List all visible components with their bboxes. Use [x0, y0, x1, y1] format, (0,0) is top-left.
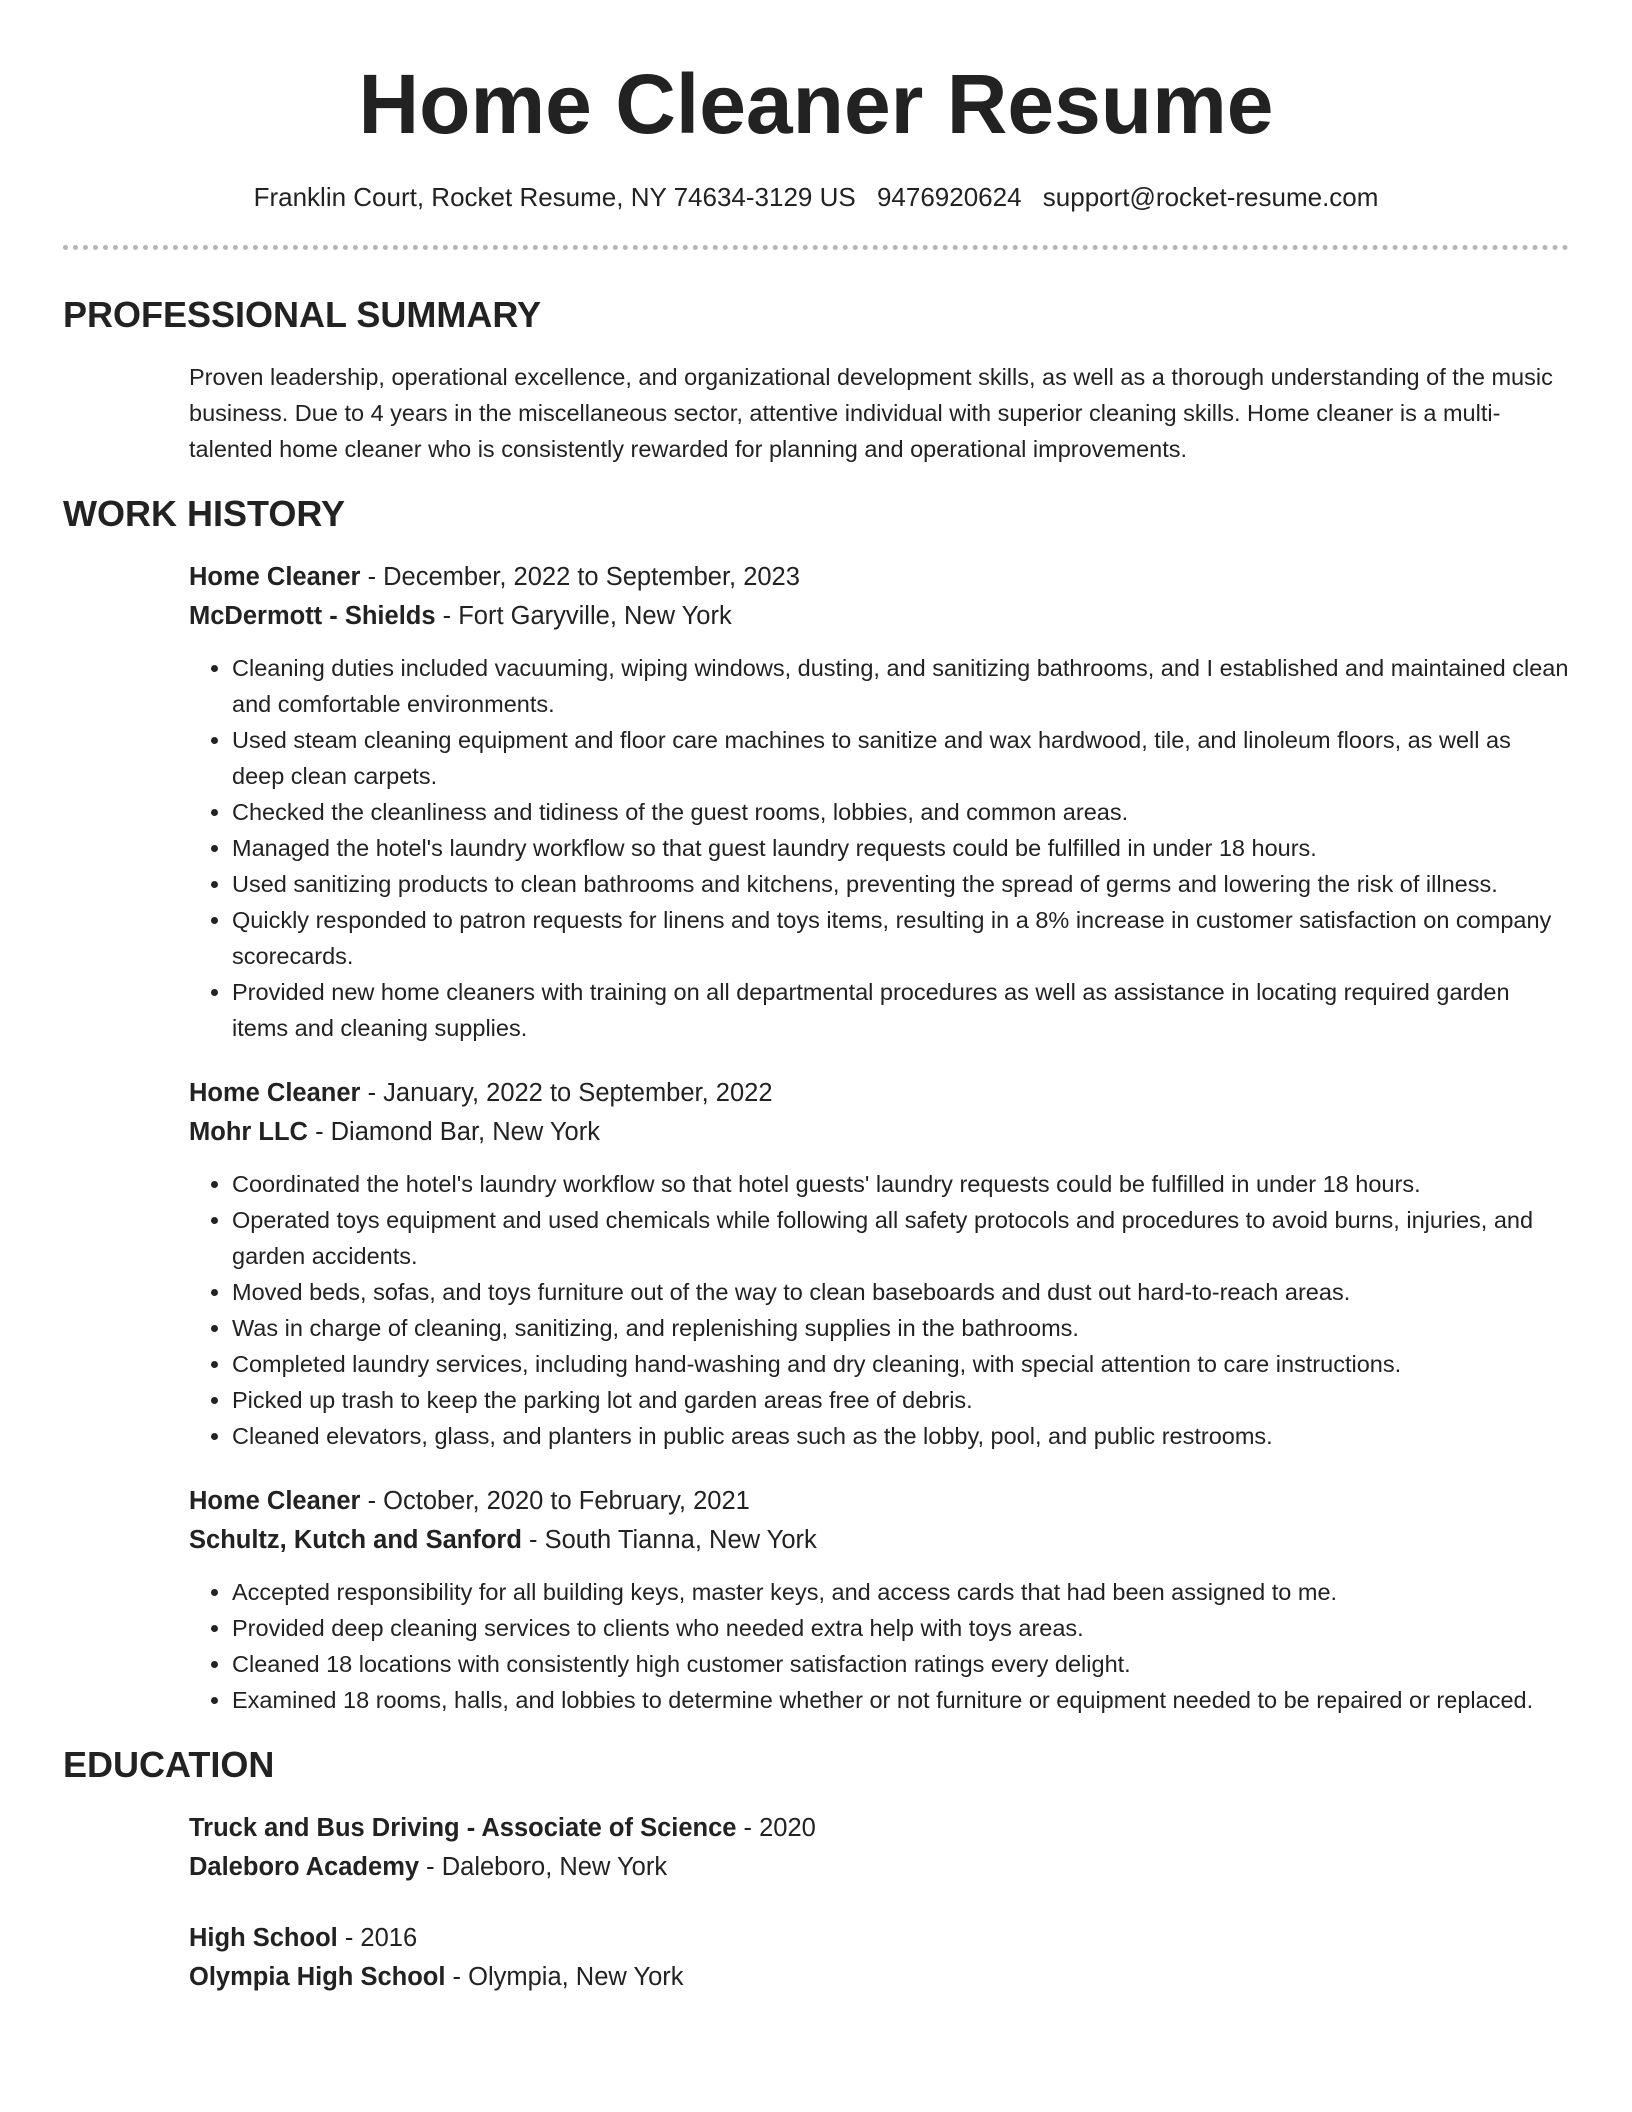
- job-bullet: • Completed laundry services, including hand-washing and dry cleaning, with special attention to care instructions.: [232, 1346, 1569, 1382]
- job-title: Home Cleaner: [189, 1079, 361, 1107]
- job-entry: [189, 1482, 1569, 1718]
- header-divider: [63, 245, 1569, 250]
- contact-address: Franklin Court, Rocket Resume, NY 74634-3129 US: [253, 182, 856, 212]
- job-bullet: • Operated toys equipment and used chemicals while following all safety protocols and procedures to avoid burns, injuries, and garden accidents.: [232, 1202, 1569, 1274]
- education-degree: Truck and Bus Driving - Associate of Science: [189, 1814, 737, 1842]
- job-bullet: • Was in charge of cleaning, sanitizing, and replenishing supplies in the bathrooms.: [232, 1310, 1569, 1346]
- section-heading-work-history: WORK HISTORY: [63, 493, 346, 534]
- job-dates: - December, 2022 to September, 2023: [360, 563, 800, 591]
- contact-phone: 9476920624: [876, 182, 1022, 212]
- education-degree-line: [189, 1919, 1569, 1958]
- job-bullet-list: [189, 1166, 1569, 1454]
- education-year: - 2016: [337, 1924, 418, 1952]
- job-location: - Diamond Bar, New York: [307, 1118, 600, 1146]
- education-entry: [189, 1919, 1569, 1997]
- job-bullet: • Quickly responded to patron requests for linens and toys items, resulting in a 8% increase in customer satisfaction on company scorecards.: [232, 902, 1569, 974]
- job-entry: [189, 1074, 1569, 1454]
- job-company-line: [189, 1113, 1569, 1152]
- job-bullet: • Picked up trash to keep the parking lot and garden areas free of debris.: [232, 1382, 1569, 1418]
- job-bullet: • Checked the cleanliness and tidiness of the guest rooms, lobbies, and common areas.: [232, 794, 1569, 830]
- education-school-line: [189, 1958, 1569, 1997]
- job-dates: - January, 2022 to September, 2022: [360, 1079, 773, 1107]
- job-entry: [189, 558, 1569, 1046]
- job-location: - South Tianna, New York: [521, 1526, 817, 1554]
- job-company-line: [189, 1521, 1569, 1560]
- job-company-line: [189, 597, 1569, 636]
- job-bullet: • Cleaned elevators, glass, and planters in public areas such as the lobby, pool, and public restrooms.: [232, 1418, 1569, 1454]
- job-bullet: • Cleaning duties included vacuuming, wiping windows, dusting, and sanitizing bathrooms, and I established and maintained clean and comfortable environments.: [232, 650, 1569, 722]
- contact-email: support@rocket-resume.com: [1042, 182, 1379, 212]
- education-degree: High School: [189, 1924, 338, 1952]
- education-school-line: [189, 1848, 1569, 1887]
- section-heading-education: EDUCATION: [63, 1744, 275, 1785]
- job-location: - Fort Garyville, New York: [435, 602, 732, 630]
- job-bullet-list: [189, 1574, 1569, 1718]
- job-bullet: • Moved beds, sofas, and toys furniture out of the way to clean baseboards and dust out hard-to-reach areas.: [232, 1274, 1569, 1310]
- education-school: Olympia High School: [189, 1963, 446, 1991]
- education-degree-line: [189, 1809, 1569, 1848]
- education-school: Daleboro Academy: [189, 1853, 420, 1881]
- job-bullet: • Examined 18 rooms, halls, and lobbies to determine whether or not furniture or equipment needed to be repaired or replaced.: [232, 1682, 1569, 1718]
- education-location: - Olympia, New York: [445, 1963, 684, 1991]
- job-title: Home Cleaner: [189, 1487, 361, 1515]
- job-bullet-list: [189, 650, 1569, 1046]
- section-heading-summary: PROFESSIONAL SUMMARY: [63, 294, 542, 335]
- job-bullet: • Coordinated the hotel's laundry workflow so that hotel guests' laundry requests could be fulfilled in under 18 hours.: [232, 1166, 1569, 1202]
- contact-line: [63, 180, 1569, 214]
- education-year: - 2020: [736, 1814, 816, 1842]
- job-title-line: [189, 558, 1569, 597]
- job-bullet: • Cleaned 18 locations with consistently high customer satisfaction ratings every delight.: [232, 1646, 1569, 1682]
- education-location: - Daleboro, New York: [419, 1853, 668, 1881]
- job-title: Home Cleaner: [189, 563, 361, 591]
- job-bullet: • Accepted responsibility for all building keys, master keys, and access cards that had been assigned to me.: [232, 1574, 1569, 1610]
- job-bullet: • Used steam cleaning equipment and floor care machines to sanitize and wax hardwood, tile, and linoleum floors, as well as deep clean carpets.: [232, 722, 1569, 794]
- job-bullet: • Used sanitizing products to clean bathrooms and kitchens, preventing the spread of germs and lowering the risk of illness.: [232, 866, 1569, 902]
- job-title-line: [189, 1074, 1569, 1113]
- job-bullet: • Managed the hotel's laundry workflow so that guest laundry requests could be fulfilled in under 18 hours.: [232, 830, 1569, 866]
- job-company: Schultz, Kutch and Sanford: [189, 1526, 522, 1554]
- job-dates: - October, 2020 to February, 2021: [360, 1487, 750, 1515]
- job-bullet: • Provided new home cleaners with training on all departmental procedures as well as assistance in locating required garden items and cleaning supplies.: [232, 974, 1569, 1046]
- job-company: Mohr LLC: [189, 1118, 308, 1146]
- resume-title: Home Cleaner Resume: [358, 57, 1274, 151]
- job-company: McDermott - Shields: [189, 602, 436, 630]
- summary-text: Proven leadership, operational excellence, and organizational development skills, as well as a thorough understanding of the music business. Due to 4 years in the miscellaneous sector, attentive individual with superior cleaning skills. Home cleaner is a multi-talented home cleaner who is consistently rewarded for planning and operational improvements.: [189, 364, 1553, 462]
- education-entry: [189, 1809, 1569, 1887]
- job-title-line: [189, 1482, 1569, 1521]
- job-bullet: • Provided deep cleaning services to clients who needed extra help with toys areas.: [232, 1610, 1569, 1646]
